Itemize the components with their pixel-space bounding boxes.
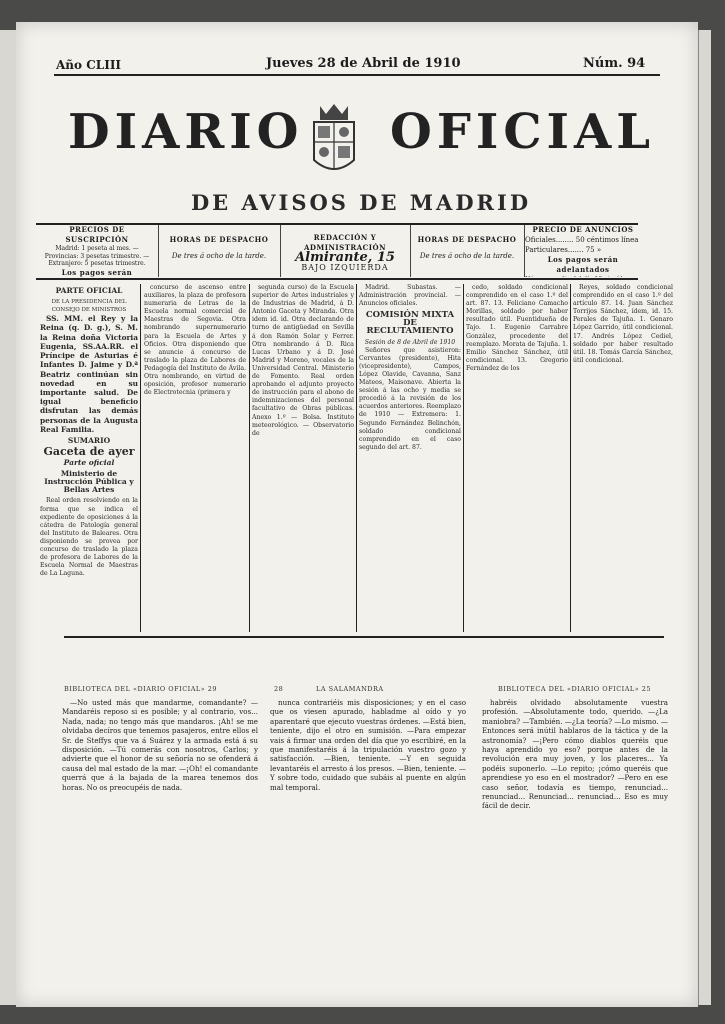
column-2 [144,284,246,634]
column-4-intro: Madrid. Subastas. — Administración provincial. — Anuncios oficiales. [359,284,461,308]
info-rule-bottom [36,278,638,280]
gaceta-title: Gaceta de ayer [43,445,135,459]
subscription-note: Los pagos serán [61,267,133,277]
hours-title: HORAS DE DESPACHO [169,235,269,244]
subscription-text: Madrid: 1 peseta al mes. — Provincias: 3 pesetas trimestre. — Extranjero: 5 pesetas trimestre. [44,245,150,267]
column-4-text: Señores que asistieron: Cervantes (presidente), Hita (vicepresidente), Campos, López Olavide, Cavanna, Sanz Mateos, Maisonave. Abierta la sesión á las ocho y media se procedió á la revisión de los acuerdos anteriores. Reemplazo de 1910 — Extremera: 1. Segundo Fernández Belinchón, soldado condicional comprendido en el caso segundo del art. 87. [359,346,461,451]
office-floor: BAJO IZQUIERDA [301,263,389,272]
masthead-subtitle: DE AVISOS DE MADRID [190,190,532,215]
page-edge-right [698,30,711,1005]
hours2-text: De tres á ocho de la tarde. [419,252,515,260]
hours2-box [410,225,523,277]
office-box [280,225,409,277]
ads-note: Los pagos serán adelantados [547,255,619,274]
hours-box [158,225,279,277]
col-divider-1 [140,284,141,632]
subscription-title: PRECIOS DE SUSCRIPCIÓN [65,225,129,244]
newspaper-page [16,22,698,1007]
column-6 [573,284,673,634]
columns-bottom-rule [64,636,664,638]
official-part-title: Parte oficial [63,458,115,468]
recruitment-title: COMISIÓN MIXTA DE RECLUTAMIENTO [365,310,455,337]
mid-runhead: LA SALAMANDRA [316,685,384,693]
office-title: REDACCIÓN Y ADMINISTRACIÓN [303,233,387,252]
ministry-title: Ministerio de Instrucción Pública y Bellas Artes [44,469,134,495]
ads-official: Oficiales........ 50 céntimos línea [525,236,639,244]
parte-oficial-sub: DE LA PRESIDENCIA DEL CONSEJO DE MINISTROS [51,299,127,314]
column-3-text: segunda curso) de la Escuela superior de Artes industriales y de Industrias de Madrid, á D. Antonio Gaceta y Miranda. Otra idem id. id. Otra declarando de turno de antigüedad en Sevilla á don Ramón Solar y Ferrer. Otra nombrando á D. Rica Lucas Urbano y á D. José Madrid y Moreno, vocales de la Universidad Central. Ministerio de Fomento. Real orden aprobando el adjunto proyecto de instrucción para el abono de indemnizaciones del personal facultativo de Obras públicas. Anexo 1.º — Bolsa. Instituto meteorológico. — Observatorio de [252,284,354,437]
column-1-text: Real orden resolviendo en la forma que se indica el expediente de oposiciones á la cátedra de Patología general del Instituto de Baleares. Otra disponiendo se provea por concurso de traslado la plaza de profesora de Labores de la Escuela Normal de Maestras de La Laguna. [40,497,138,578]
right-runhead: BIBLIOTECA DEL «DIARIO OFICIAL» 25 [498,685,652,693]
ads-box [524,225,641,277]
feuilleton-middle [270,698,466,968]
coat-of-arms-icon [306,102,362,180]
ads-private: Particulares....... 75 » [525,246,602,254]
hours-text: De tres á ocho de la tarde. [171,252,267,260]
royal-health-text: SS. MM. el Rey y la Reina (q. D. g.), S. M. la Reina doña Victoria Eugenia, SS.AA.RR. el Príncipe de Asturias é Infantes D. Jaime y D.ª Beatriz continúan sin novedad en su importante salud. De igual beneficio disfrutan las demás personas de la Augusta Real Familia. [40,314,138,434]
col-divider-3 [356,284,357,632]
ads-number [525,275,641,277]
page-edge-left [0,30,17,1005]
feuilleton-right-text: habréis olvidado absolutamente vuestra profesión. —Absolutamente todo, querido. —¿La maniobra? —También. —¿La teoría? —Lo mismo. —Entonces será inútil hablaros de la táctica y de la astronomía? —¡Pero cómo diablos queréis que haya aprendido yo eso? porque antes de la revolución era muy joven, y los placeres... Ya podéis suponerlo. —Lo repito; ¡cómo queréis que aprendiese yo eso en el mostrador? —Pero en ese caso señor, todavía es tiempo, renunciad... renunciad... Renunciad... renunciad... Eso es muy fácil de decir. [482,698,668,811]
column-2-text: concurso de ascenso entre auxiliares, la plaza de profesora numeraria de Letras de la Escuela normal comercial de Maestras de Segovia. Otra nombrando supernumerario para la Escuela de Artes y Oficios. Otra disponiendo que se anuncie á concurso de traslado la plaza de Labores de Pedagogía del Instituto de Ávila. Otra nombrando, en virtud de oposición, profesor numerario de Electrotecnia (primera y [144,284,246,397]
office-street: Almirante, 15 [295,250,395,265]
column-5 [466,284,568,634]
column-4 [359,284,461,634]
col-divider-5 [570,284,571,632]
sumario-title: SUMARIO [67,435,111,445]
hours2-title: HORAS DE DESPACHO [417,235,517,244]
column-1 [40,284,138,634]
col-divider-4 [463,284,464,632]
date-label: Jueves 28 de Abril de 1910 [266,56,461,71]
column-3 [252,284,354,634]
mid-runhead-number: 28 [274,685,284,693]
ads-title: PRECIO DE ANUNCIOS [532,225,634,234]
column-5-text: cedo, soldado condicional comprendido en el caso 1.º del art. 87. 13. Feliciano Camacho Morillas, soldado por haber resultado útil. Fuentidueña de Tajo. 1. Eugenio Carrabre González, procedente del reemplazo. Morata de Tajuña. 1. Emilio Sánchez Sánchez, útil condicional. 13. Gregorio Fernández de los [466,284,568,372]
column-6-text: Reyes, soldado condicional comprendido en el caso 1.º del artículo 87. 14. Juan Sánchez Torrijos Sánchez, ídem, id. 15. Perales de Tajuña. 1. Genaro López Garrido, útil condicional. 17. Andrés López Cediel, soldado por haber resultado útil. 18. Tomás García Sánchez, útil condicional. [573,284,673,364]
feuilleton-left [62,698,258,988]
feuilleton-left-text: —No usted más que mandarme, comandante? —Mandaréis reposo si es posible; y al contrario, vos... Nada, nada; no tengo más que mandaros. ¡Ah! se me olvidaba decíros que tenemos pasajeros, entre ellos el Sr. de Steffys que va á Suárez y la armada está á su disposición. —Tú comerás con nosotros, Carlos; y advierte que el honor de su señoría no se ofenderá á causa del mal estado de la mar. —¡Oh! el comandante querrá que á la bajada de la marea tenemos dos horas. No os preocupéis de nada. [62,698,258,792]
masthead-title-right: OFICIAL [390,104,655,160]
year-label: Año CLIII [56,58,122,72]
parte-oficial-title: PARTE OFICIAL [55,286,123,295]
col-divider-2 [249,284,250,632]
session-date: Sesión de 8 de Abril de 1910 [364,338,456,346]
issue-number: Núm. 94 [583,56,646,71]
header-rule [54,74,660,76]
subscription-box [38,225,156,277]
feuilleton-right [482,698,668,968]
feuilleton-middle-text: nunca contrariéis mis disposiciones; y en el caso que os viesen apurado, habladme al oído y yo aparentaré que ejecuto vuestras órdenes. —Está bien, teniente, dijo el otro en sumisión. —Para empezar vais á firmar una orden del día que yo escribiré, en la que manifestaréis á la tripulación vuestro gozo y satisfacción. —Bien, teniente. —Y en seguida levantaréis el arresto á los presos. —Bien, teniente. —Y sobre todo, cuidado que subáis al puente en algún mal temporal. [270,698,466,792]
left-runhead: BIBLIOTECA DEL «DIARIO OFICIAL» 29 [64,685,218,693]
masthead-title-left: DIARIO [68,104,304,160]
